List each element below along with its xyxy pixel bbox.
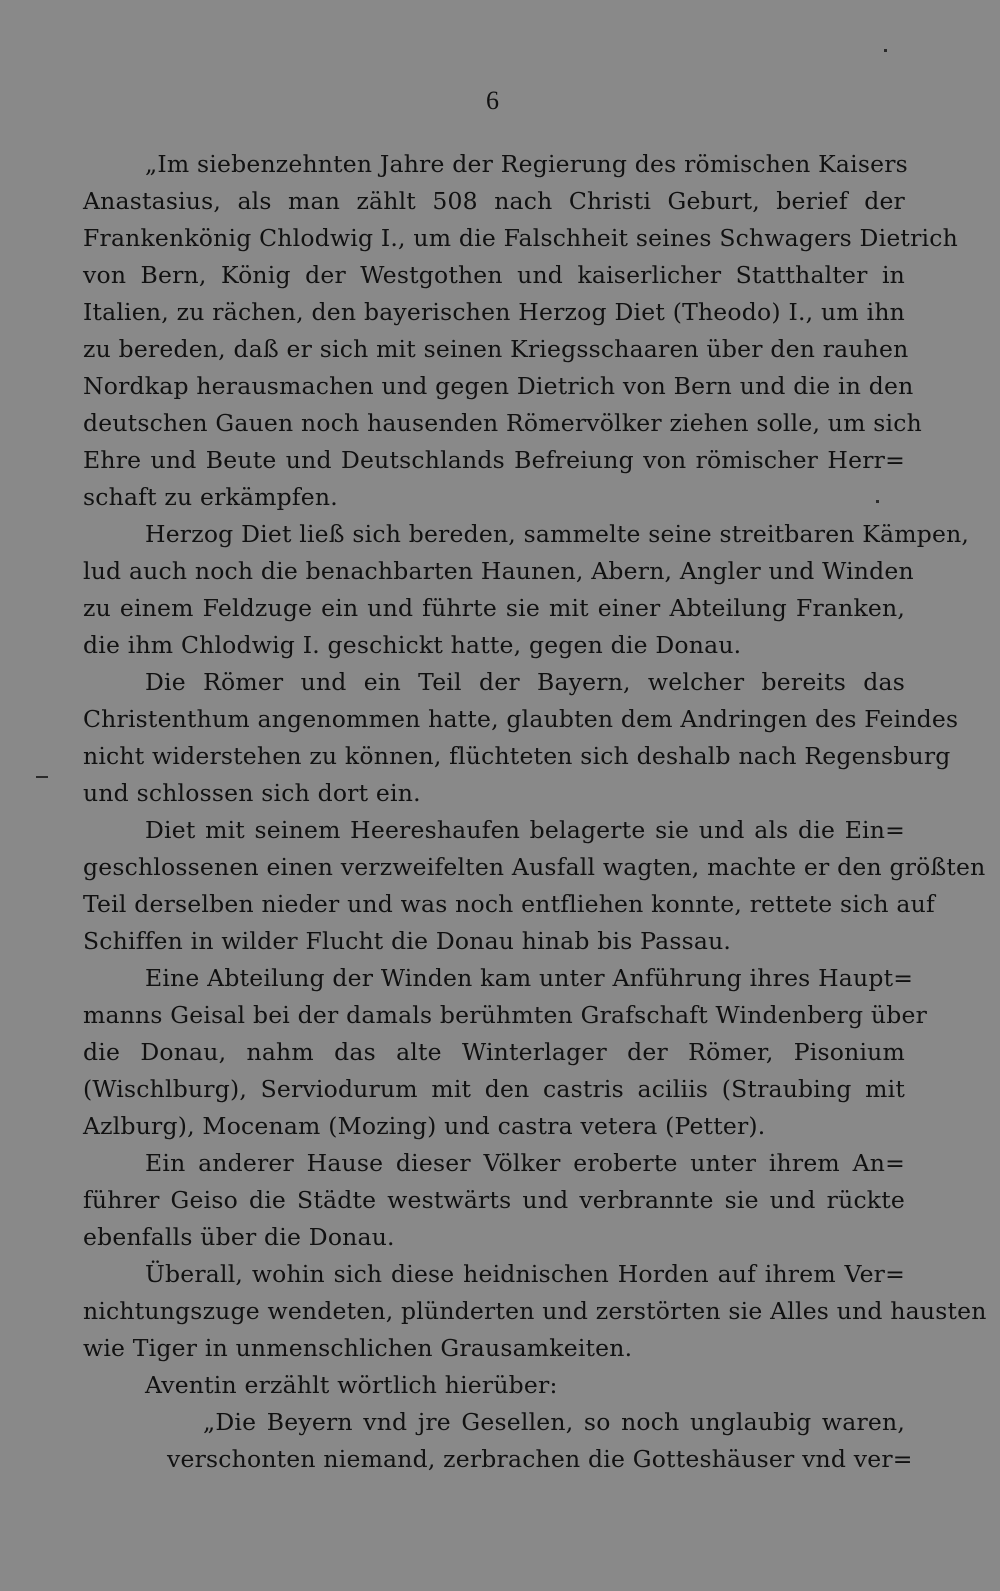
text-line: verschonten niemand, zerbrachen die Gotteshäuser vnd ver=	[167, 1445, 913, 1473]
text-line: Nordkap herausmachen und gegen Dietrich von Bern und die in den	[83, 372, 914, 400]
text-line: und schlossen sich dort ein.	[83, 779, 421, 807]
text-line: Ehre und Beute und Deutschlands Befreiung von römischer Herr=	[83, 446, 905, 474]
text-line: von Bern, König der Westgothen und kaiserlicher Statthalter in	[83, 261, 905, 289]
text-line: Christenthum angenommen hatte, glaubten dem Andringen des Feindes	[83, 705, 959, 733]
text-line: führer Geiso die Städte westwärts und verbrannte sie und rückte	[83, 1186, 905, 1214]
scan-speck	[36, 776, 48, 778]
text-line: ebenfalls über die Donau.	[83, 1223, 395, 1251]
body-text	[83, 146, 987, 1478]
text-line: Diet mit seinem Heereshaufen belagerte sie und als die Ein=	[145, 816, 905, 844]
text-line: nicht widerstehen zu können, flüchteten sich deshalb nach Regensburg	[83, 742, 951, 770]
text-line: Aventin erzählt wörtlich hierüber:	[145, 1371, 558, 1399]
text-line: manns Geisal bei der damals berühmten Grafschaft Windenberg über	[83, 1001, 928, 1029]
text-line: (Wischlburg), Serviodurum mit den castris aciliis (Straubing mit	[83, 1075, 905, 1103]
text-line: Italien, zu rächen, den bayerischen Herzog Diet (Theodo) I., um ihn	[83, 298, 905, 326]
text-line: Azlburg), Mocenam (Mozing) und castra vetera (Petter).	[83, 1112, 766, 1140]
text-line: Teil derselben nieder und was noch entfliehen konnte, rettete sich auf	[83, 890, 935, 918]
text-line: schaft zu erkämpfen.	[83, 483, 338, 511]
text-line: deutschen Gauen noch hausenden Römervölker ziehen solle, um sich	[83, 409, 922, 437]
text-line: Herzog Diet ließ sich bereden, sammelte seine streitbaren Kämpen,	[145, 520, 970, 548]
text-line: Überall, wohin sich diese heidnischen Horden auf ihrem Ver=	[145, 1260, 905, 1288]
text-line: „Die Beyern vnd jre Gesellen, so noch unglaubig waren,	[203, 1408, 905, 1436]
text-line: Frankenkönig Chlodwig I., um die Falschheit seines Schwagers Dietrich	[83, 224, 958, 252]
text-line: „Im siebenzehnten Jahre der Regierung des römischen Kaisers	[145, 150, 908, 178]
text-line: Ein anderer Hause dieser Völker eroberte unter ihrem An=	[145, 1149, 905, 1177]
text-line: die Donau, nahm das alte Winterlager der Römer, Pisonium	[83, 1038, 905, 1066]
scan-speck	[884, 49, 887, 52]
text-line: wie Tiger in unmenschlichen Grausamkeiten.	[83, 1334, 633, 1362]
text-line: lud auch noch die benachbarten Haunen, Abern, Angler und Winden	[83, 557, 914, 585]
text-line: Anastasius, als man zählt 508 nach Christi Geburt, berief der	[83, 187, 905, 215]
text-line: Die Römer und ein Teil der Bayern, welcher bereits das	[145, 668, 905, 696]
text-line: Schiffen in wilder Flucht die Donau hinab bis Passau.	[83, 927, 732, 955]
text-line: nichtungszuge wendeten, plünderten und zerstörten sie Alles und hausten	[83, 1297, 987, 1325]
scan-speck	[876, 500, 879, 503]
text-line: Eine Abteilung der Winden kam unter Anführung ihres Haupt=	[145, 964, 914, 992]
text-line: die ihm Chlodwig I. geschickt hatte, gegen die Donau.	[83, 631, 742, 659]
text-line: geschlossenen einen verzweifelten Ausfall wagten, machte er den größten	[83, 853, 986, 881]
text-line: zu einem Feldzuge ein und führte sie mit einer Abteilung Franken,	[83, 594, 905, 622]
text-line: zu bereden, daß er sich mit seinen Kriegsschaaren über den rauhen	[83, 335, 909, 363]
page-number: 6	[486, 86, 499, 115]
